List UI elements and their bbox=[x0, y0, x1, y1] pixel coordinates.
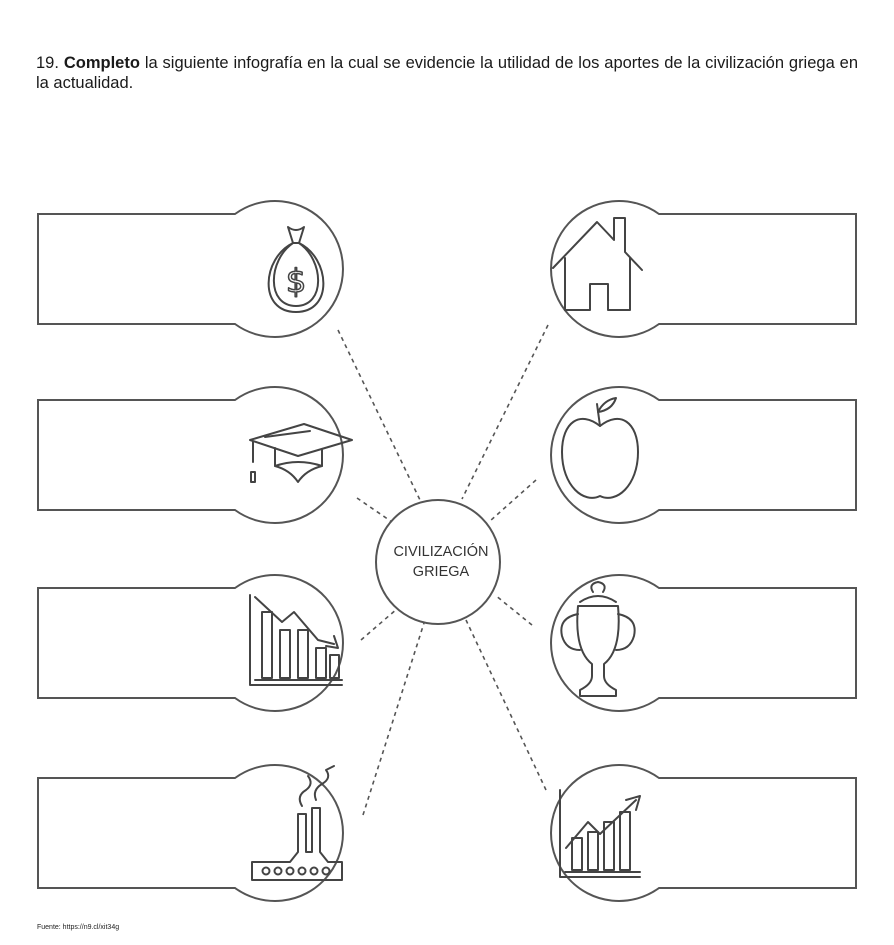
exercise-number: 19. bbox=[36, 53, 59, 72]
source-credit: Fuente: https://n9.cl/xit34g bbox=[37, 924, 120, 931]
left-item-4 bbox=[38, 765, 343, 901]
left-item-3 bbox=[38, 575, 343, 711]
instruction-verb: Completo bbox=[63, 53, 140, 72]
right-item-4 bbox=[551, 765, 856, 901]
left-item-1 bbox=[38, 201, 343, 337]
right-item-3 bbox=[551, 575, 856, 711]
center-title-line-1: CIVILIZACIÓN bbox=[393, 544, 489, 560]
right-item-1 bbox=[551, 201, 856, 337]
right-item-2 bbox=[551, 387, 856, 523]
left-item-2 bbox=[38, 387, 352, 523]
center-node bbox=[376, 500, 500, 624]
center-title-line-2: GRIEGA bbox=[412, 564, 470, 580]
instruction-text: la siguiente infografía en la cual se evidencie la utilidad de los aportes de la civilización griega en la actualidad. bbox=[36, 53, 858, 92]
svg-text:$: $ bbox=[285, 262, 307, 300]
